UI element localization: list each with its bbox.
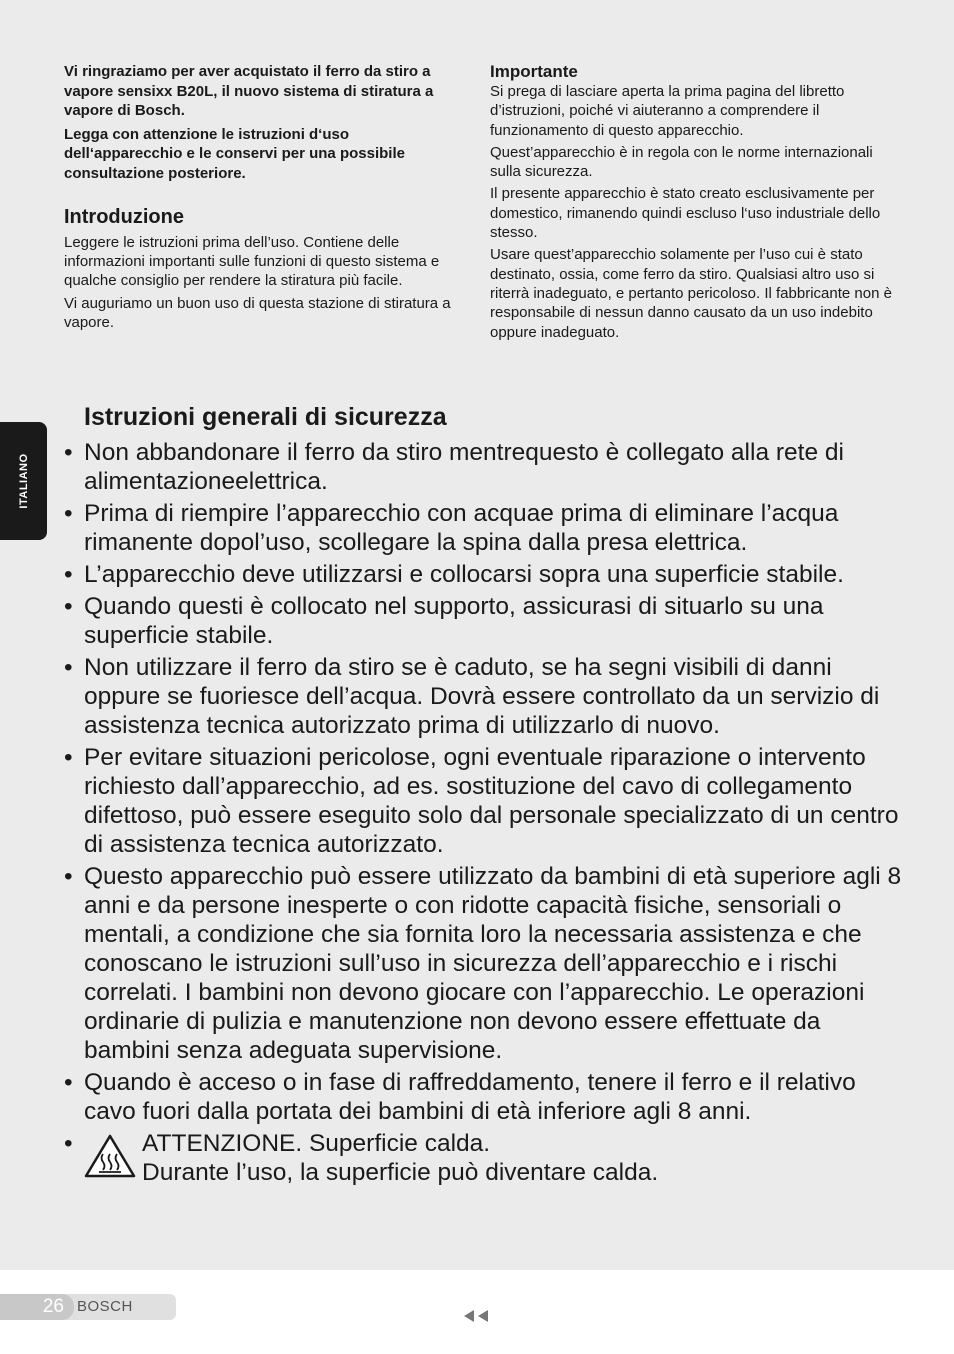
safety-item-text: Per evitare situazioni pericolose, ogni eventuale riparazione o intervento richiesto dall’apparecchio, ad es. sostituzione del cavo di collegamento difettoso, può essere eseguito solo dal personale specializzato di un centro di assistenza tecnica autorizzato. <box>84 744 899 858</box>
language-side-tab <box>0 422 47 540</box>
warning-text <box>142 1129 658 1187</box>
language-label: ITALIANO <box>17 453 30 509</box>
bullet: • <box>64 500 73 527</box>
safety-item-text: Quando questi è collocato nel supporto, assicurasi di situarlo su una superficie stabile. <box>84 593 824 649</box>
safety-item <box>64 743 904 859</box>
introduzione-heading: Introduzione <box>64 206 184 228</box>
introduzione-body <box>64 233 469 332</box>
bullet: • <box>64 561 73 588</box>
bullet: • <box>64 863 73 890</box>
bullet: • <box>64 1130 73 1157</box>
bullet: • <box>64 593 73 620</box>
safety-item <box>64 1068 904 1126</box>
page-number: 26 <box>0 1294 74 1320</box>
safety-item-text: Prima di riempire l’apparecchio con acquae prima di eliminare l’acqua rimanente dopol’uso, scollegare la spina dalla presa elettrica. <box>84 500 839 556</box>
safety-item-warning <box>64 1129 904 1187</box>
safety-item <box>64 438 904 496</box>
introduzione-paragraph: Leggere le istruzioni prima dell’uso. Contiene delle informazioni importanti sulle funzioni di questo sistema e qualche consiglio per rendere la stiratura più facile. <box>64 234 440 290</box>
bullet: • <box>64 744 73 771</box>
safety-item <box>64 862 904 1065</box>
safety-item <box>64 499 904 557</box>
hot-surface-warning-icon <box>84 1134 136 1178</box>
warning-row <box>84 1129 904 1187</box>
bullet: • <box>64 439 73 466</box>
introduzione-paragraph: Vi auguriamo un buon uso di questa stazione di stiratura a vapore. <box>64 294 451 331</box>
brand-name: BOSCH <box>77 1298 133 1315</box>
safety-item-text: Non utilizzare il ferro da stiro se è caduto, se ha segni visibili di danni oppure se fuoriesce dell’acqua. Dovrà essere controllato da un servizio di assistenza tecnica autorizzato prima di utilizzarlo di nuovo. <box>84 654 880 739</box>
warning-description: Durante l’uso, la superficie può diventare calda. <box>142 1159 659 1186</box>
safety-item-text: Non abbandonare il ferro da stiro mentrequesto è collegato alla rete di alimentazioneelettrica. <box>84 439 844 495</box>
safety-section <box>64 400 904 1190</box>
safety-item-text: L’apparecchio deve utilizzarsi e collocarsi sopra una superficie stabile. <box>84 561 844 588</box>
bullet: • <box>64 654 73 681</box>
back-arrows-icon[interactable] <box>462 1308 490 1324</box>
importante-paragraph: Si prega di lasciare aperta la prima pagina del libretto d’istruzioni, poiché vi aiuteranno a comprendere il funzionamento di questo apparecchio. <box>490 83 845 139</box>
footer-bar <box>0 1294 176 1320</box>
warning-title: ATTENZIONE. Superficie calda. <box>142 1130 491 1157</box>
safety-heading: Istruzioni generali di sicurezza <box>84 403 447 431</box>
importante-paragraph: Usare quest’apparecchio solamente per l’uso cui è stato destinato, ossia, come ferro da stiro. Qualsiasi altro uso si riterrà inadeguato, e pertanto pericoloso. Il fabbricante non è responsabile di nessun danno causato da un uso indebito oppure inadeguato. <box>490 246 892 341</box>
importante-paragraph: Il presente apparecchio è stato creato esclusivamente per domestico, rimanendo quindi escluso l‘uso industriale dello stesso. <box>490 185 881 242</box>
importante-heading: Importante <box>490 62 578 81</box>
safety-item <box>64 560 904 589</box>
importante-paragraph: Quest’apparecchio è in regola con le norme internazionali sulla sicurezza. <box>490 143 873 181</box>
thank-you-section <box>64 62 469 183</box>
safety-item-text: Quando è acceso o in fase di raffreddamento, tenere il ferro e il relativo cavo fuori dalla portata dei bambini di età inferiore agli 8 anni. <box>84 1069 856 1125</box>
safety-item <box>64 592 904 650</box>
read-instructions-text: Legga con attenzione le istruzioni d‘uso dell‘apparecchio e le conservi per una possibile consultazione posteriore. <box>64 125 405 182</box>
bullet: • <box>64 1069 73 1096</box>
safety-item <box>64 653 904 740</box>
safety-item-text: Questo apparecchio può essere utilizzato da bambini di età superiore agli 8 anni e da persone inesperte o con ridotte capacità fisiche, sensoriali o mentali, a condizione che sia fornita loro la necessaria assistenza e che conoscano le istruzioni sull’uso in sicurezza dell’apparecchio e i rischi correlati. I bambini non devono giocare con l’apparecchio. Le operazioni ordinarie di pulizia e manutenzione non devono essere effettuate da bambini senza adeguata supervisione. <box>84 863 902 1064</box>
thank-you-text: Vi ringraziamo per aver acquistato il ferro da stiro a vapore sensixx B20L, il nuovo sistema di stiratura a vapore di Bosch. <box>64 63 434 119</box>
safety-list <box>64 438 904 1187</box>
right-column <box>490 62 900 345</box>
importante-body <box>490 82 900 342</box>
left-column <box>64 62 469 335</box>
